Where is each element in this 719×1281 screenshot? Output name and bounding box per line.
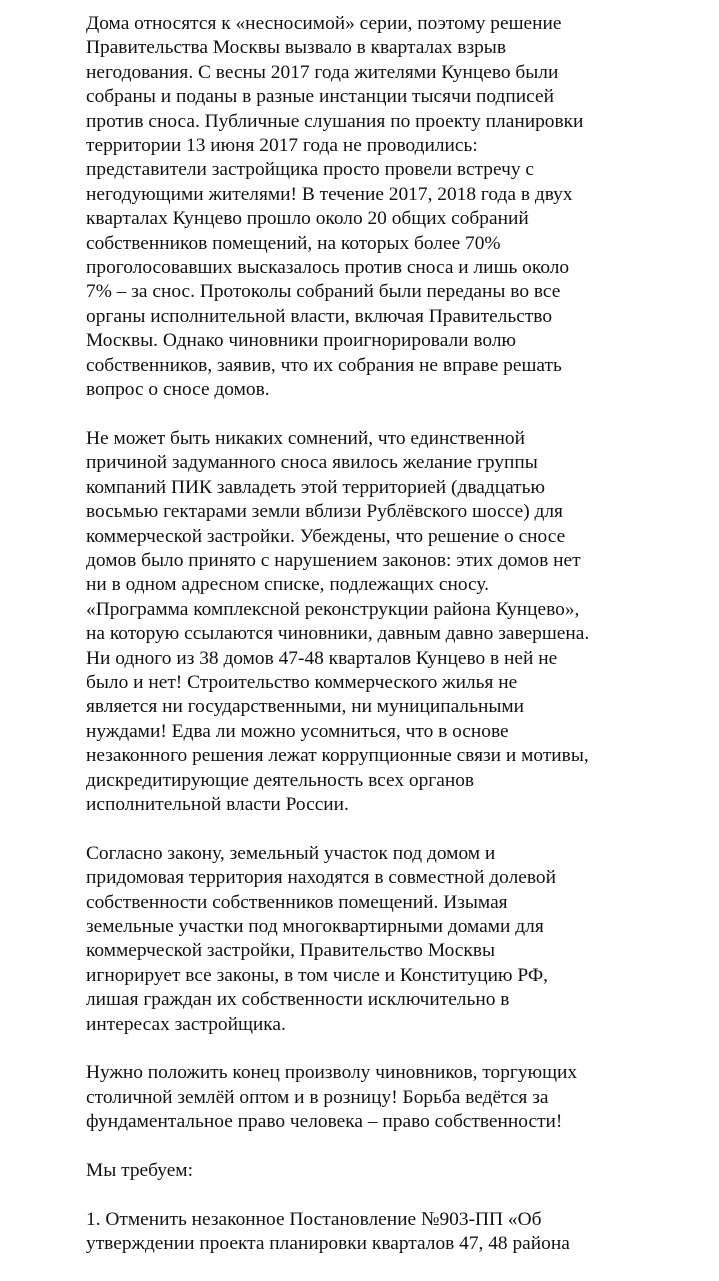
- text-line: является ни государственными, ни муниципальными: [86, 696, 525, 718]
- text-line: негодования. С весны 2017 года жителями Кунцево были: [86, 61, 559, 83]
- text-line: незаконного решения лежат коррупционные связи и мотивы,: [86, 745, 589, 767]
- demands-heading: [86, 1159, 696, 1183]
- text-line: столичной землёй оптом и в розницу! Борьба ведётся за: [86, 1086, 549, 1108]
- text-line: вопрос о сносе домов.: [86, 379, 270, 401]
- text-line: Москвы. Однако чиновники проигнорировали волю: [86, 330, 517, 352]
- text-line: ни в одном адресном списке, подлежащих сносу.: [86, 574, 489, 596]
- text-line: собственников помещений, на которых более 70%: [86, 232, 501, 254]
- text-line: на которую ссылаются чиновники, давным давно завершена.: [86, 623, 590, 645]
- text-line: Дома относятся к «несносимой» серии, поэтому решение: [86, 13, 562, 34]
- text-line: было и нет! Строительство коммерческого жилья не: [86, 671, 518, 693]
- demand-item-1: [86, 1208, 696, 1257]
- text-line: «Программа комплексной реконструкции района Кунцево»,: [86, 598, 580, 620]
- paragraph-2: [86, 427, 696, 818]
- text-line: земельные участки под многоквартирными домами для: [86, 916, 544, 937]
- paragraph-4: [86, 1061, 696, 1134]
- text-line: нуждами! Едва ли можно усомниться, что в основе: [86, 720, 509, 742]
- text-line: дискредитирующие деятельность всех органов: [86, 769, 475, 791]
- text-line: коммерческой застройки. Убеждены, что решение о сносе: [86, 525, 566, 547]
- text-line: придомовая территория находятся в совместной долевой: [86, 867, 556, 889]
- text-line: собраны и поданы в разные инстанции тысячи подписей: [86, 86, 555, 108]
- document-body: [86, 12, 696, 1281]
- text-line: коммерческой застройки, Правительство Москвы: [86, 940, 496, 962]
- text-line: территории 13 июня 2017 года не проводились:: [86, 135, 478, 157]
- text-line: игнорирует все законы, в том числе и Конституцию РФ,: [86, 964, 548, 986]
- text-line: негодующими жителями! В течение 2017, 2018 года в двух: [86, 183, 573, 205]
- text-line: собственников, заявив, что их собрания не вправе решать: [86, 354, 562, 376]
- text-line: представители застройщика просто провели встречу с: [86, 159, 534, 181]
- text-line: Правительства Москвы вызвало в кварталах взрыв: [86, 37, 506, 59]
- text-line: 1. Отменить незаконное Постановление №903-ПП «Об: [86, 1208, 542, 1230]
- text-line: интересах застройщика.: [86, 1013, 286, 1035]
- text-line: проголосовавших высказалось против сноса и лишь около: [86, 257, 570, 279]
- text-line: компаний ПИК завладеть этой территорией (двадцатью: [86, 476, 545, 498]
- text-line: органы исполнительной власти, включая Правительство: [86, 305, 553, 327]
- paragraph-1: [86, 12, 696, 403]
- text-line: Мы требуем:: [86, 1160, 193, 1182]
- text-line: исполнительной власти России.: [86, 793, 349, 815]
- text-line: утверждении проекта планировки кварталов 47, 48 района: [86, 1233, 570, 1255]
- text-line: Согласно закону, земельный участок под домом и: [86, 842, 496, 864]
- text-line: лишая граждан их собственности исключительно в: [86, 989, 510, 1011]
- text-line: причиной задуманного сноса явилось желание группы: [86, 452, 538, 474]
- text-line: Ни одного из 38 домов 47-48 кварталов Кунцево в ней не: [86, 647, 558, 669]
- text-line: кварталах Кунцево прошло около 20 общих собраний: [86, 208, 529, 230]
- text-line: 7% – за снос. Протоколы собраний были переданы во все: [86, 281, 561, 303]
- paragraph-3: [86, 842, 696, 1037]
- text-line: собственности собственников помещений. Изымая: [86, 891, 508, 913]
- text-line: Нужно положить конец произволу чиновников, торгующих: [86, 1062, 578, 1084]
- text-line: домов было принято с нарушением законов: этих домов нет: [86, 549, 581, 571]
- text-line: фундаментальное право человека – право собственности!: [86, 1111, 563, 1133]
- text-line: против сноса. Публичные слушания по проекту планировки: [86, 110, 584, 132]
- text-line: восьмью гектарами земли вблизи Рублёвского шоссе) для: [86, 501, 563, 523]
- text-line: Не может быть никаких сомнений, что единственной: [86, 427, 525, 449]
